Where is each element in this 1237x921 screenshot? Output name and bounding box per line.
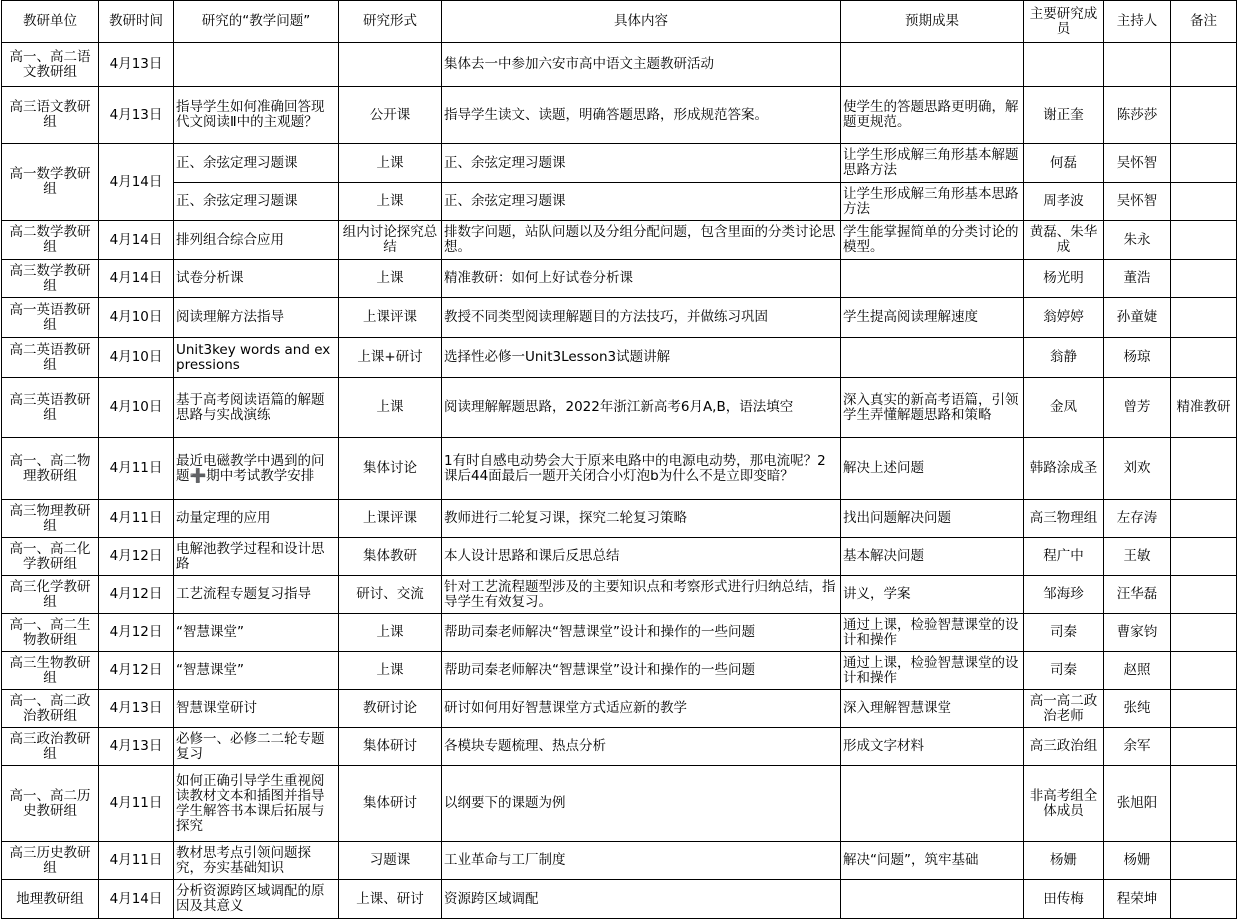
cell-note: 精准教研 [1171, 378, 1237, 438]
cell-form: 上课 [339, 183, 442, 221]
table-row [2, 378, 1237, 438]
cell-time: 4月12日 [99, 576, 174, 614]
teaching-research-table [1, 0, 1237, 919]
cell-form: 上课 [339, 614, 442, 652]
cell-unit: 高三数学教研组 [2, 260, 99, 298]
cell-content: 指导学生读文、读题，明确答题思路，形成规范答案。 [442, 87, 841, 144]
cell-note [1171, 766, 1237, 842]
cell-time: 4月13日 [99, 43, 174, 87]
cell-members: 周孝波 [1024, 183, 1104, 221]
cell-members: 黄磊、朱华成 [1024, 221, 1104, 260]
table-row [2, 728, 1237, 766]
cell-host: 王敏 [1104, 538, 1171, 576]
cell-unit: 高一、高二历史教研组 [2, 766, 99, 842]
cell-note [1171, 260, 1237, 298]
cell-note [1171, 690, 1237, 728]
cell-outcome: 使学生的答题思路更明确，解题更规范。 [841, 87, 1024, 144]
cell-content: 工业革命与工厂制度 [442, 842, 841, 880]
cell-problem: 最近电磁教学中遇到的问题➕期中考试教学安排 [174, 438, 339, 500]
cell-unit: 高一、高二政治教研组 [2, 690, 99, 728]
cell-time: 4月13日 [99, 728, 174, 766]
cell-form: 研讨、交流 [339, 576, 442, 614]
cell-problem: “智慧课堂” [174, 652, 339, 690]
cell-form: 上课评课 [339, 500, 442, 538]
cell-members: 非高考组全体成员 [1024, 766, 1104, 842]
cell-unit: 地理教研组 [2, 880, 99, 919]
cell-members: 何磊 [1024, 144, 1104, 183]
cell-problem: 如何正确引导学生重视阅读教材文本和插图并指导学生解答书本课后拓展与探究 [174, 766, 339, 842]
cell-unit: 高二英语教研组 [2, 338, 99, 378]
cell-outcome [841, 766, 1024, 842]
cell-unit: 高三历史教研组 [2, 842, 99, 880]
cell-unit: 高一、高二化学教研组 [2, 538, 99, 576]
cell-outcome [841, 880, 1024, 919]
cell-host: 张旭阳 [1104, 766, 1171, 842]
header-problem: 研究的“教学问题” [174, 1, 339, 43]
cell-form: 集体研讨 [339, 728, 442, 766]
table-row [2, 298, 1237, 338]
cell-host: 杨琼 [1104, 338, 1171, 378]
cell-time: 4月10日 [99, 298, 174, 338]
cell-unit: 高三政治教研组 [2, 728, 99, 766]
cell-time: 4月14日 [99, 144, 174, 221]
cell-unit: 高一、高二物理教研组 [2, 438, 99, 500]
cell-members: 司秦 [1024, 614, 1104, 652]
cell-note [1171, 538, 1237, 576]
cell-outcome: 深入真实的新高考语篇，引领学生弄懂解题思路和策略 [841, 378, 1024, 438]
cell-outcome [841, 338, 1024, 378]
cell-members: 杨光明 [1024, 260, 1104, 298]
cell-content: 排数字问题，站队问题以及分组分配问题，包含里面的分类讨论思想。 [442, 221, 841, 260]
cell-note [1171, 298, 1237, 338]
cell-problem [174, 43, 339, 87]
cell-host: 程荣坤 [1104, 880, 1171, 919]
table-row [2, 183, 1237, 221]
cell-outcome: 解决“问题”，筑牢基础 [841, 842, 1024, 880]
cell-form: 公开课 [339, 87, 442, 144]
cell-problem: 正、余弦定理习题课 [174, 183, 339, 221]
cell-outcome: 让学生形成解三角形基本解题思路方法 [841, 144, 1024, 183]
header-outcome: 预期成果 [841, 1, 1024, 43]
cell-unit: 高一英语教研组 [2, 298, 99, 338]
cell-host: 杨姗 [1104, 842, 1171, 880]
cell-outcome: 讲义，学案 [841, 576, 1024, 614]
table-row [2, 260, 1237, 298]
cell-content: 阅读理解解题思路，2022年浙江新高考6月A,B，语法填空 [442, 378, 841, 438]
cell-host: 左存涛 [1104, 500, 1171, 538]
cell-members: 金凤 [1024, 378, 1104, 438]
cell-outcome: 解决上述问题 [841, 438, 1024, 500]
table-row [2, 652, 1237, 690]
cell-members: 邹海珍 [1024, 576, 1104, 614]
cell-members: 程广中 [1024, 538, 1104, 576]
table-row [2, 500, 1237, 538]
header-members: 主要研究成员 [1024, 1, 1104, 43]
cell-outcome [841, 260, 1024, 298]
cell-unit: 高一、高二语文教研组 [2, 43, 99, 87]
cell-host: 孙童婕 [1104, 298, 1171, 338]
cell-content: 教师进行二轮复习课，探究二轮复习策略 [442, 500, 841, 538]
table-row [2, 338, 1237, 378]
cell-members: 翁静 [1024, 338, 1104, 378]
cell-time: 4月13日 [99, 690, 174, 728]
cell-members: 田传梅 [1024, 880, 1104, 919]
cell-content: 1有时自感电动势会大于原来电路中的电源电动势，那电流呢？2课后44面最后一题开关闭合小灯泡b为什么不是立即变暗？ [442, 438, 841, 500]
cell-problem: 必修一、必修二二轮专题复习 [174, 728, 339, 766]
cell-note [1171, 183, 1237, 221]
cell-outcome: 形成文字材料 [841, 728, 1024, 766]
table-row [2, 144, 1237, 183]
cell-time: 4月12日 [99, 614, 174, 652]
cell-problem: 试卷分析课 [174, 260, 339, 298]
cell-members: 翁婷婷 [1024, 298, 1104, 338]
cell-note [1171, 576, 1237, 614]
cell-form: 组内讨论探究总结 [339, 221, 442, 260]
table-row [2, 614, 1237, 652]
cell-content: 针对工艺流程题型涉及的主要知识点和考察形式进行归纳总结，指导学生有效复习。 [442, 576, 841, 614]
cell-note [1171, 500, 1237, 538]
cell-unit: 高一数学教研组 [2, 144, 99, 221]
cell-problem: 工艺流程专题复习指导 [174, 576, 339, 614]
cell-host: 董浩 [1104, 260, 1171, 298]
cell-note [1171, 144, 1237, 183]
cell-problem: 电解池教学过程和设计思路 [174, 538, 339, 576]
cell-members: 韩路涂成圣 [1024, 438, 1104, 500]
table-row [2, 87, 1237, 144]
cell-content: 以纲要下的课题为例 [442, 766, 841, 842]
cell-time: 4月11日 [99, 500, 174, 538]
cell-unit: 高二数学教研组 [2, 221, 99, 260]
cell-problem: “智慧课堂” [174, 614, 339, 652]
cell-form [339, 43, 442, 87]
cell-time: 4月14日 [99, 880, 174, 919]
cell-members: 高一高二政治老师 [1024, 690, 1104, 728]
cell-host: 曾芳 [1104, 378, 1171, 438]
table-row [2, 438, 1237, 500]
header-content: 具体内容 [442, 1, 841, 43]
cell-outcome: 找出问题解决问题 [841, 500, 1024, 538]
cell-host: 余军 [1104, 728, 1171, 766]
cell-problem: 教材思考点引领问题探究，夯实基础知识 [174, 842, 339, 880]
cell-unit: 高三语文教研组 [2, 87, 99, 144]
cell-host [1104, 43, 1171, 87]
cell-form: 上课+研讨 [339, 338, 442, 378]
cell-members: 谢正奎 [1024, 87, 1104, 144]
cell-note [1171, 880, 1237, 919]
cell-content: 教授不同类型阅读理解题目的方法技巧，并做练习巩固 [442, 298, 841, 338]
cell-problem: 基于高考阅读语篇的解题思路与实战演练 [174, 378, 339, 438]
header-note: 备注 [1171, 1, 1237, 43]
cell-unit: 高三物理教研组 [2, 500, 99, 538]
table-row [2, 880, 1237, 919]
cell-time: 4月14日 [99, 260, 174, 298]
cell-content: 精准教研：如何上好试卷分析课 [442, 260, 841, 298]
cell-form: 教研讨论 [339, 690, 442, 728]
cell-time: 4月10日 [99, 378, 174, 438]
cell-note [1171, 652, 1237, 690]
cell-content: 集体去一中参加六安市高中语文主题教研活动 [442, 43, 841, 87]
header-row [2, 1, 1237, 43]
cell-problem: 排列组合综合应用 [174, 221, 339, 260]
cell-time: 4月11日 [99, 842, 174, 880]
cell-time: 4月11日 [99, 438, 174, 500]
cell-outcome: 通过上课，检验智慧课堂的设计和操作 [841, 652, 1024, 690]
cell-content: 各模块专题梳理、热点分析 [442, 728, 841, 766]
cell-host: 汪华磊 [1104, 576, 1171, 614]
cell-content: 选择性必修一Unit3Lesson3试题讲解 [442, 338, 841, 378]
cell-form: 上课、研讨 [339, 880, 442, 919]
cell-content: 资源跨区域调配 [442, 880, 841, 919]
cell-problem: 分析资源跨区域调配的原因及其意义 [174, 880, 339, 919]
table-row [2, 576, 1237, 614]
cell-content: 帮助司秦老师解决“智慧课堂”设计和操作的一些问题 [442, 652, 841, 690]
cell-members: 高三物理组 [1024, 500, 1104, 538]
cell-problem: 阅读理解方法指导 [174, 298, 339, 338]
table-row [2, 43, 1237, 87]
cell-form: 上课 [339, 144, 442, 183]
cell-host: 刘欢 [1104, 438, 1171, 500]
cell-form: 上课评课 [339, 298, 442, 338]
cell-unit: 高三化学教研组 [2, 576, 99, 614]
cell-note [1171, 338, 1237, 378]
cell-time: 4月11日 [99, 766, 174, 842]
cell-outcome: 让学生形成解三角形基本思路方法 [841, 183, 1024, 221]
cell-host: 朱永 [1104, 221, 1171, 260]
cell-members: 司秦 [1024, 652, 1104, 690]
cell-problem: 正、余弦定理习题课 [174, 144, 339, 183]
cell-host: 吴怀智 [1104, 183, 1171, 221]
header-form: 研究形式 [339, 1, 442, 43]
cell-form: 上课 [339, 260, 442, 298]
cell-members: 高三政治组 [1024, 728, 1104, 766]
cell-host: 吴怀智 [1104, 144, 1171, 183]
cell-form: 上课 [339, 652, 442, 690]
cell-problem: 动量定理的应用 [174, 500, 339, 538]
table-row [2, 690, 1237, 728]
cell-outcome: 通过上课，检验智慧课堂的设计和操作 [841, 614, 1024, 652]
header-unit: 教研单位 [2, 1, 99, 43]
cell-form: 习题课 [339, 842, 442, 880]
cell-problem: 指导学生如何准确回答现代文阅读Ⅱ中的主观题？ [174, 87, 339, 144]
cell-host: 曹家钧 [1104, 614, 1171, 652]
cell-problem: Unit3key words and expressions [174, 338, 339, 378]
cell-members: 杨姗 [1024, 842, 1104, 880]
table-row [2, 766, 1237, 842]
cell-time: 4月14日 [99, 221, 174, 260]
cell-content: 本人设计思路和课后反思总结 [442, 538, 841, 576]
cell-unit: 高三英语教研组 [2, 378, 99, 438]
cell-form: 集体教研 [339, 538, 442, 576]
cell-unit: 高一、高二生物教研组 [2, 614, 99, 652]
cell-form: 集体研讨 [339, 766, 442, 842]
cell-content: 正、余弦定理习题课 [442, 183, 841, 221]
cell-note [1171, 87, 1237, 144]
cell-note [1171, 438, 1237, 500]
cell-note [1171, 221, 1237, 260]
cell-time: 4月13日 [99, 87, 174, 144]
cell-note [1171, 842, 1237, 880]
cell-content: 帮助司秦老师解决“智慧课堂”设计和操作的一些问题 [442, 614, 841, 652]
cell-time: 4月12日 [99, 538, 174, 576]
cell-note [1171, 728, 1237, 766]
cell-content: 正、余弦定理习题课 [442, 144, 841, 183]
cell-note [1171, 43, 1237, 87]
cell-form: 集体讨论 [339, 438, 442, 500]
cell-outcome: 基本解决问题 [841, 538, 1024, 576]
cell-members [1024, 43, 1104, 87]
cell-host: 张纯 [1104, 690, 1171, 728]
cell-outcome: 深入理解智慧课堂 [841, 690, 1024, 728]
cell-time: 4月12日 [99, 652, 174, 690]
cell-time: 4月10日 [99, 338, 174, 378]
header-host: 主持人 [1104, 1, 1171, 43]
cell-outcome [841, 43, 1024, 87]
table-row [2, 842, 1237, 880]
header-time: 教研时间 [99, 1, 174, 43]
cell-note [1171, 614, 1237, 652]
cell-outcome: 学生提高阅读理解速度 [841, 298, 1024, 338]
cell-outcome: 学生能掌握简单的分类讨论的模型。 [841, 221, 1024, 260]
cell-unit: 高三生物教研组 [2, 652, 99, 690]
table-row [2, 221, 1237, 260]
cell-host: 陈莎莎 [1104, 87, 1171, 144]
cell-content: 研讨如何用好智慧课堂方式适应新的教学 [442, 690, 841, 728]
table-row [2, 538, 1237, 576]
cell-form: 上课 [339, 378, 442, 438]
cell-host: 赵照 [1104, 652, 1171, 690]
cell-problem: 智慧课堂研讨 [174, 690, 339, 728]
